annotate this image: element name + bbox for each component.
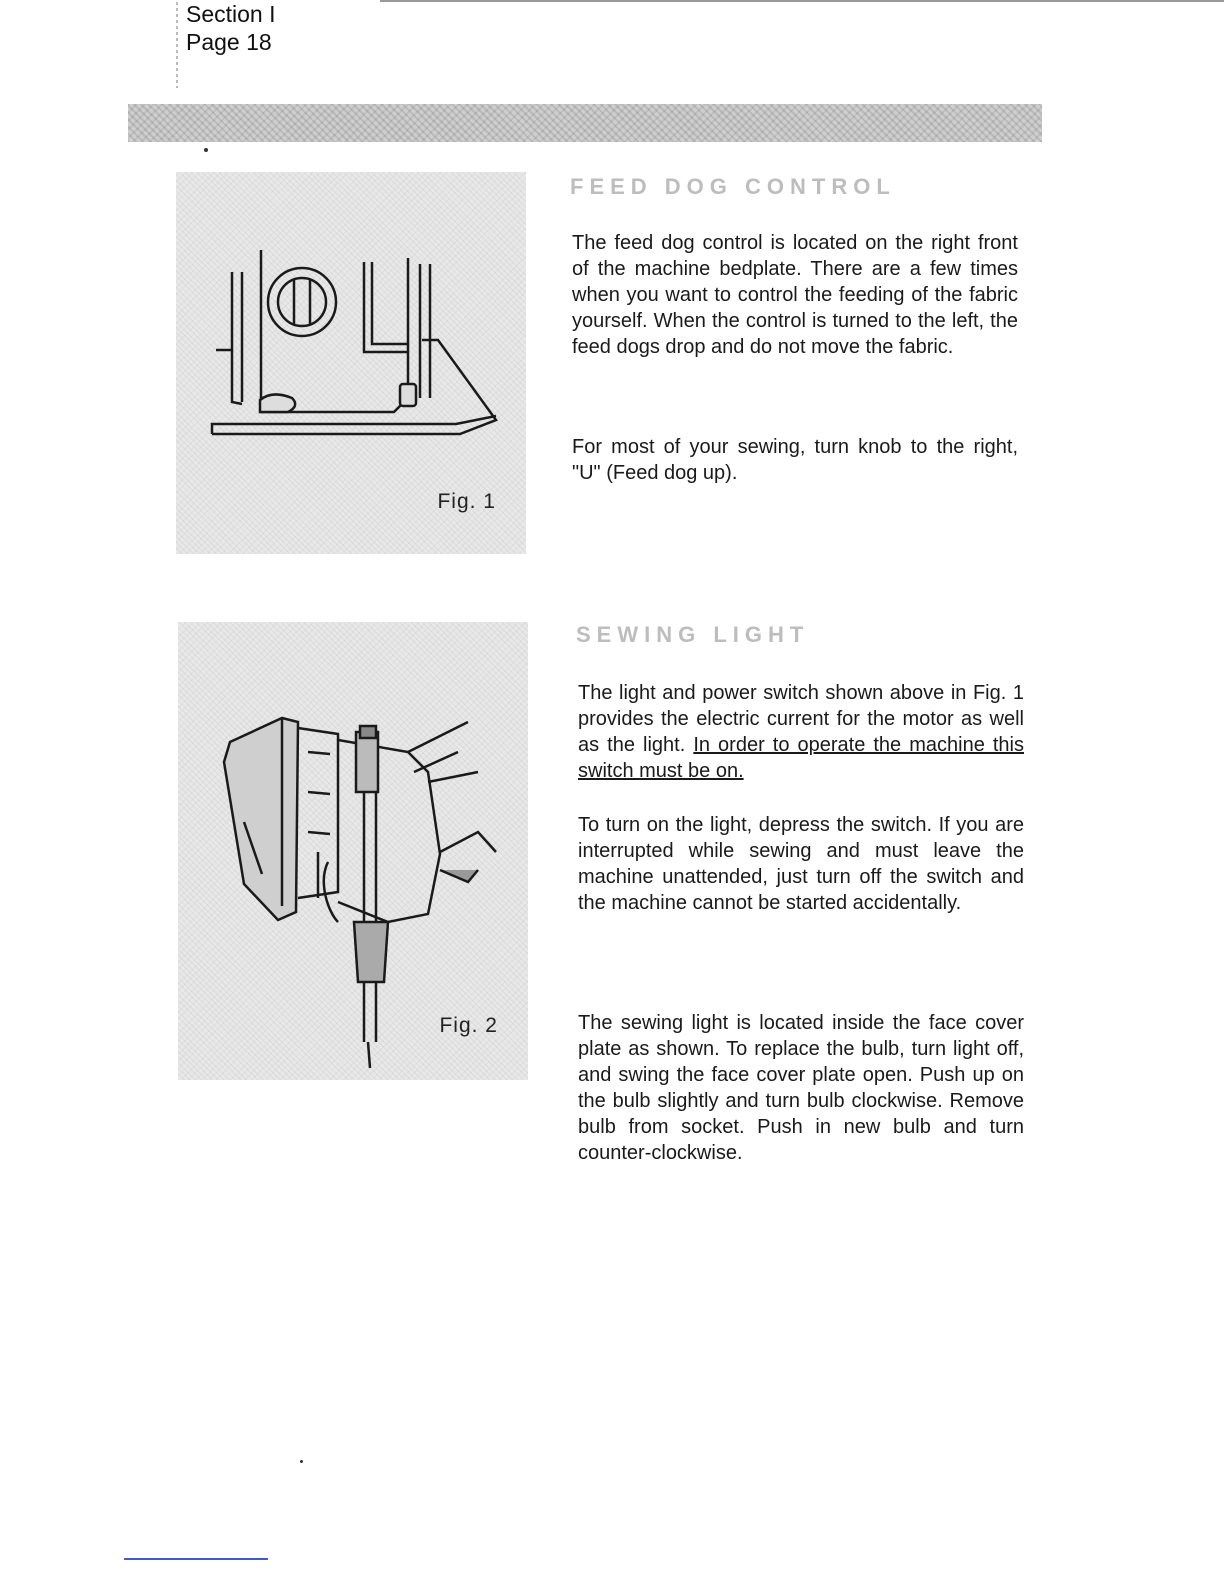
sewing-light-heading: SEWING LIGHT bbox=[576, 622, 810, 647]
top-rule bbox=[380, 0, 1224, 2]
figure-sewing-light bbox=[178, 622, 528, 1080]
figure-1-label: Fig. 1 bbox=[437, 490, 496, 513]
figure-2-label: Fig. 2 bbox=[439, 1014, 498, 1037]
scan-speck bbox=[300, 1460, 303, 1463]
sewing-light-paragraph-1-text: The light and power switch shown above in Fig. 1 provides the electric current for the motor as well as the light. bbox=[578, 682, 1024, 756]
sewing-light-illustration bbox=[178, 622, 528, 1080]
sewing-light-paragraph-3: The sewing light is located inside the face cover plate as shown. To replace the bulb, turn light off, and swing the face cover plate open. Push up on the bulb slightly and turn bulb clockwise. Remove bulb from socket. Push in new bulb and turn counter-clockwise. bbox=[578, 1012, 1024, 1164]
sewing-light-paragraph-1 bbox=[578, 680, 1024, 784]
header-margin-rule bbox=[176, 2, 178, 88]
feed-dog-paragraph-2: For most of your sewing, turn knob to the right, "U" (Feed dog up). bbox=[572, 436, 1018, 484]
footer-rule bbox=[124, 1558, 268, 1560]
scan-speck bbox=[204, 148, 208, 152]
sewing-light-underlined-note: In order to operate the machine this switch must be on. bbox=[578, 734, 1024, 782]
feed-dog-heading: FEED DOG CONTROL bbox=[570, 174, 896, 199]
page-header bbox=[186, 0, 276, 56]
sewing-light-paragraph-2: To turn on the light, depress the switch. If you are interrupted while sewing and must leave the machine unattended, just turn off the switch and the machine cannot be started accidentally. bbox=[578, 814, 1024, 914]
figure-feed-dog-control bbox=[176, 172, 526, 554]
feed-dog-paragraph-1: The feed dog control is located on the right front of the machine bedplate. There are a few times when you want to control the feeding of the fabric yourself. When the control is turned to the left, the feed dogs drop and do not move the fabric. bbox=[572, 232, 1018, 358]
section-label: Section I bbox=[186, 1, 276, 27]
header-banner bbox=[128, 104, 1042, 142]
page-number: Page 18 bbox=[186, 29, 272, 55]
